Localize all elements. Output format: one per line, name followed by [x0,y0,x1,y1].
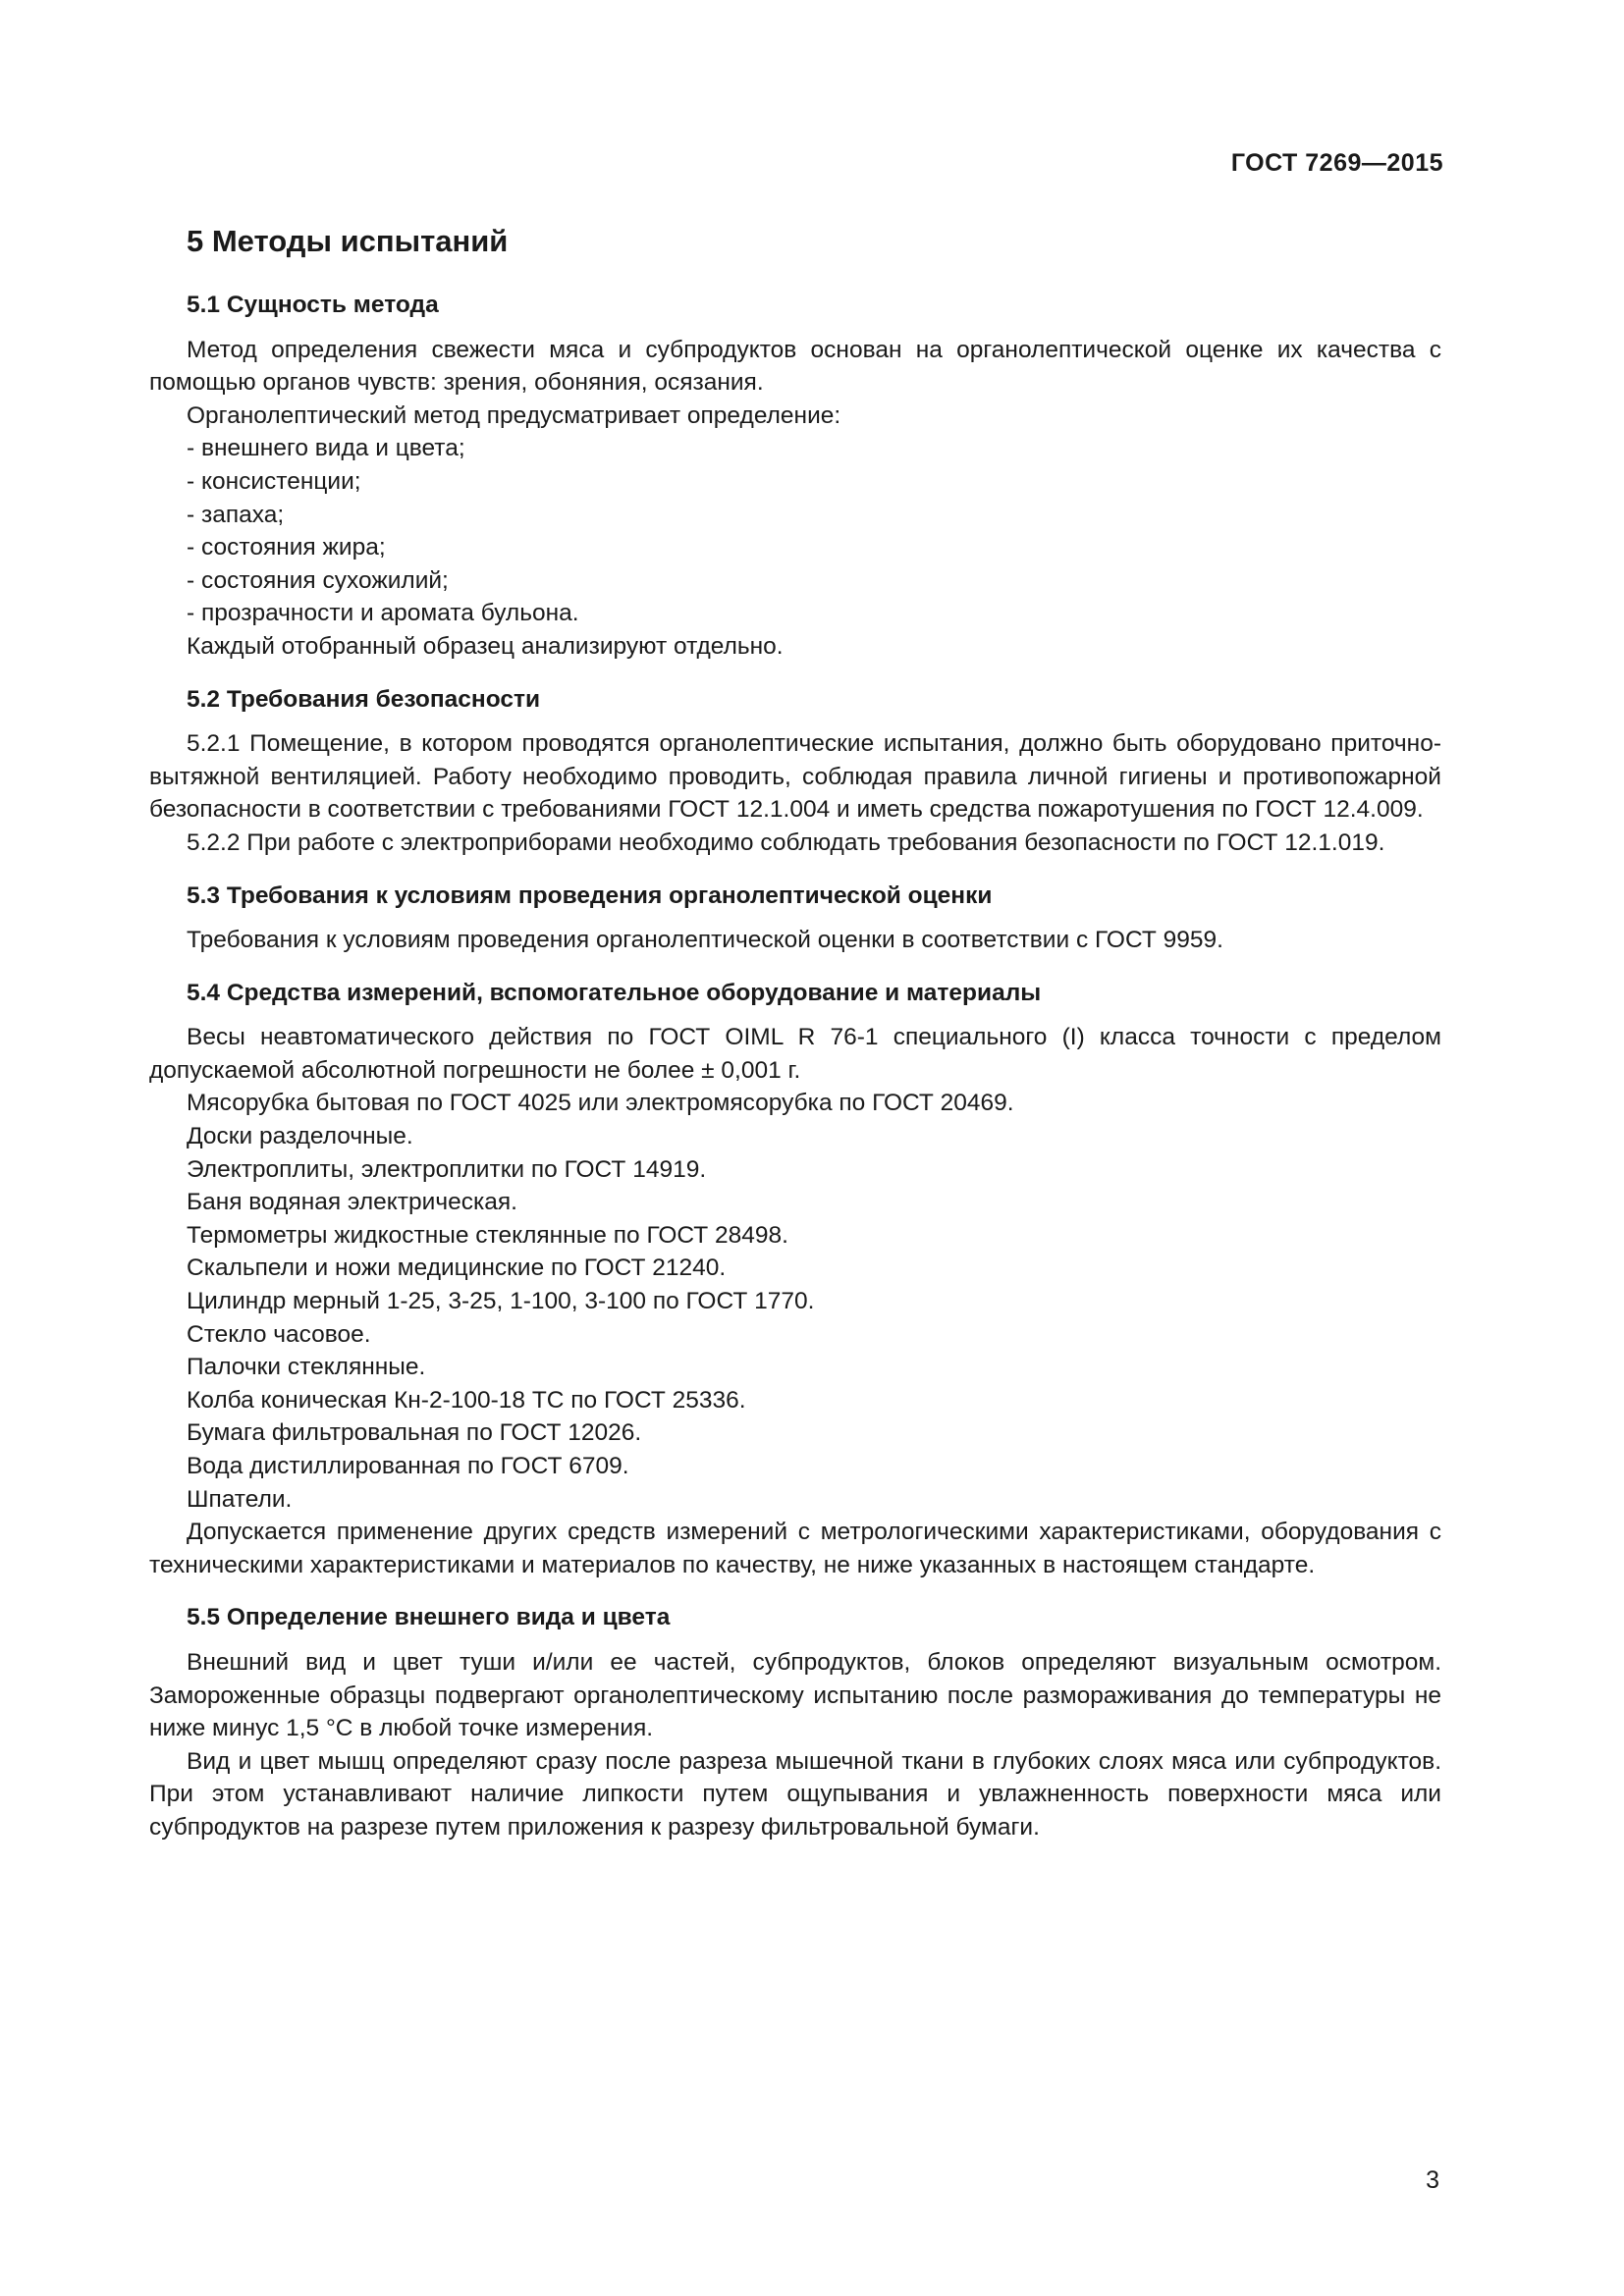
subsection-heading-5-3: 5.3 Требования к условиям проведения органолептической оценки [187,881,993,909]
list-item: Стекло часовое. [187,1320,371,1348]
list-item: - состояния жира; [187,534,386,561]
paragraph: 5.2.1 Помещение, в котором проводятся органолептические испытания, должно быть оборудовано приточно-вытяжной вентиляцией. Работу необходимо проводить, соблюдая правила личной гигиены и противопожарной безопасности в соответствии с требованиями ГОСТ 12.1.004 и иметь средства пожаротушения по ГОСТ 12.4.009. [149,730,1441,824]
list-item: Электроплиты, электроплитки по ГОСТ 14919. [187,1155,707,1183]
list-item: Палочки стеклянные. [187,1354,426,1381]
paragraph: Весы неавтоматического действия по ГОСТ OIML R 76-1 специального (I) класса точности с пределом допускаемой абсолютной погрешности не более ± 0,001 г. [149,1024,1441,1084]
paragraph: Вид и цвет мышц определяют сразу после разреза мышечной ткани в глубоких слоях мяса или субпродуктов. При этом устанавливают наличие липкости путем ощупывания и увлажненность поверхности мяса или субпродуктов на разрезе путем приложения к разрезу фильтровальной бумаги. [149,1747,1441,1841]
paragraph: 5.2.2 При работе с электроприборами необходимо соблюдать требования безопасности по ГОСТ 12.1.019. [187,828,1385,856]
list-item: - состояния сухожилий; [187,566,449,594]
subsection-heading-5-4: 5.4 Средства измерений, вспомогательное оборудование и материалы [187,979,1042,1006]
paragraph: Допускается применение других средств измерений с метрологическими характеристиками, оборудования с техническими характеристиками и материалов по качеству, не ниже указанных в настоящем стандарте. [149,1519,1441,1578]
list-item: Колба коническая Кн-2-100-18 ТС по ГОСТ 25336. [187,1386,746,1414]
list-item: - прозрачности и аромата бульона. [187,600,579,627]
list-item: Цилиндр мерный 1-25, 3-25, 1-100, 3-100 по ГОСТ 1770. [187,1288,815,1315]
page-content [149,222,1441,1844]
subsection-heading-5-1: 5.1 Сущность метода [187,292,439,318]
list-item: - внешнего вида и цвета; [187,435,465,462]
page-number: 3 [1426,2166,1439,2194]
section-title: 5 Методы испытаний [187,224,509,258]
subsection-heading-5-5: 5.5 Определение внешнего вида и цвета [187,1604,671,1631]
paragraph: Метод определения свежести мяса и субпродуктов основан на органолептической оценке их качества с помощью органов чувств: зрения, обоняния, осязания. [149,336,1441,397]
list-item: - консистенции; [187,467,361,495]
list-item: Термометры жидкостные стеклянные по ГОСТ 28498. [187,1221,788,1249]
list-item: - запаха; [187,501,285,528]
document-code: ГОСТ 7269—2015 [1230,149,1443,177]
list-item: Баня водяная электрическая. [187,1189,517,1216]
paragraph: Каждый отобранный образец анализируют отдельно. [187,632,784,660]
paragraph: Внешний вид и цвет туши и/или ее частей, субпродуктов, блоков определяют визуальным осмотром. Замороженные образцы подвергают органолептическому испытанию после размораживания до температуры не ниже минус 1,5 °С в любой точке измерения. [149,1648,1441,1742]
list-item: Скальпели и ножи медицинские по ГОСТ 21240. [187,1255,727,1282]
list-item: Вода дистиллированная по ГОСТ 6709. [187,1453,629,1479]
paragraph: Требования к условиям проведения органолептической оценки в соответствии с ГОСТ 9959. [187,927,1223,954]
subsection-heading-5-2: 5.2 Требования безопасности [187,685,541,713]
list-item: Мясорубка бытовая по ГОСТ 4025 или электромясорубка по ГОСТ 20469. [187,1090,1014,1117]
list-item: Доски разделочные. [187,1123,413,1150]
list-item: Шпатели. [187,1485,293,1513]
paragraph: Органолептический метод предусматривает определение: [187,401,841,429]
list-item: Бумага фильтровальная по ГОСТ 12026. [187,1419,642,1447]
